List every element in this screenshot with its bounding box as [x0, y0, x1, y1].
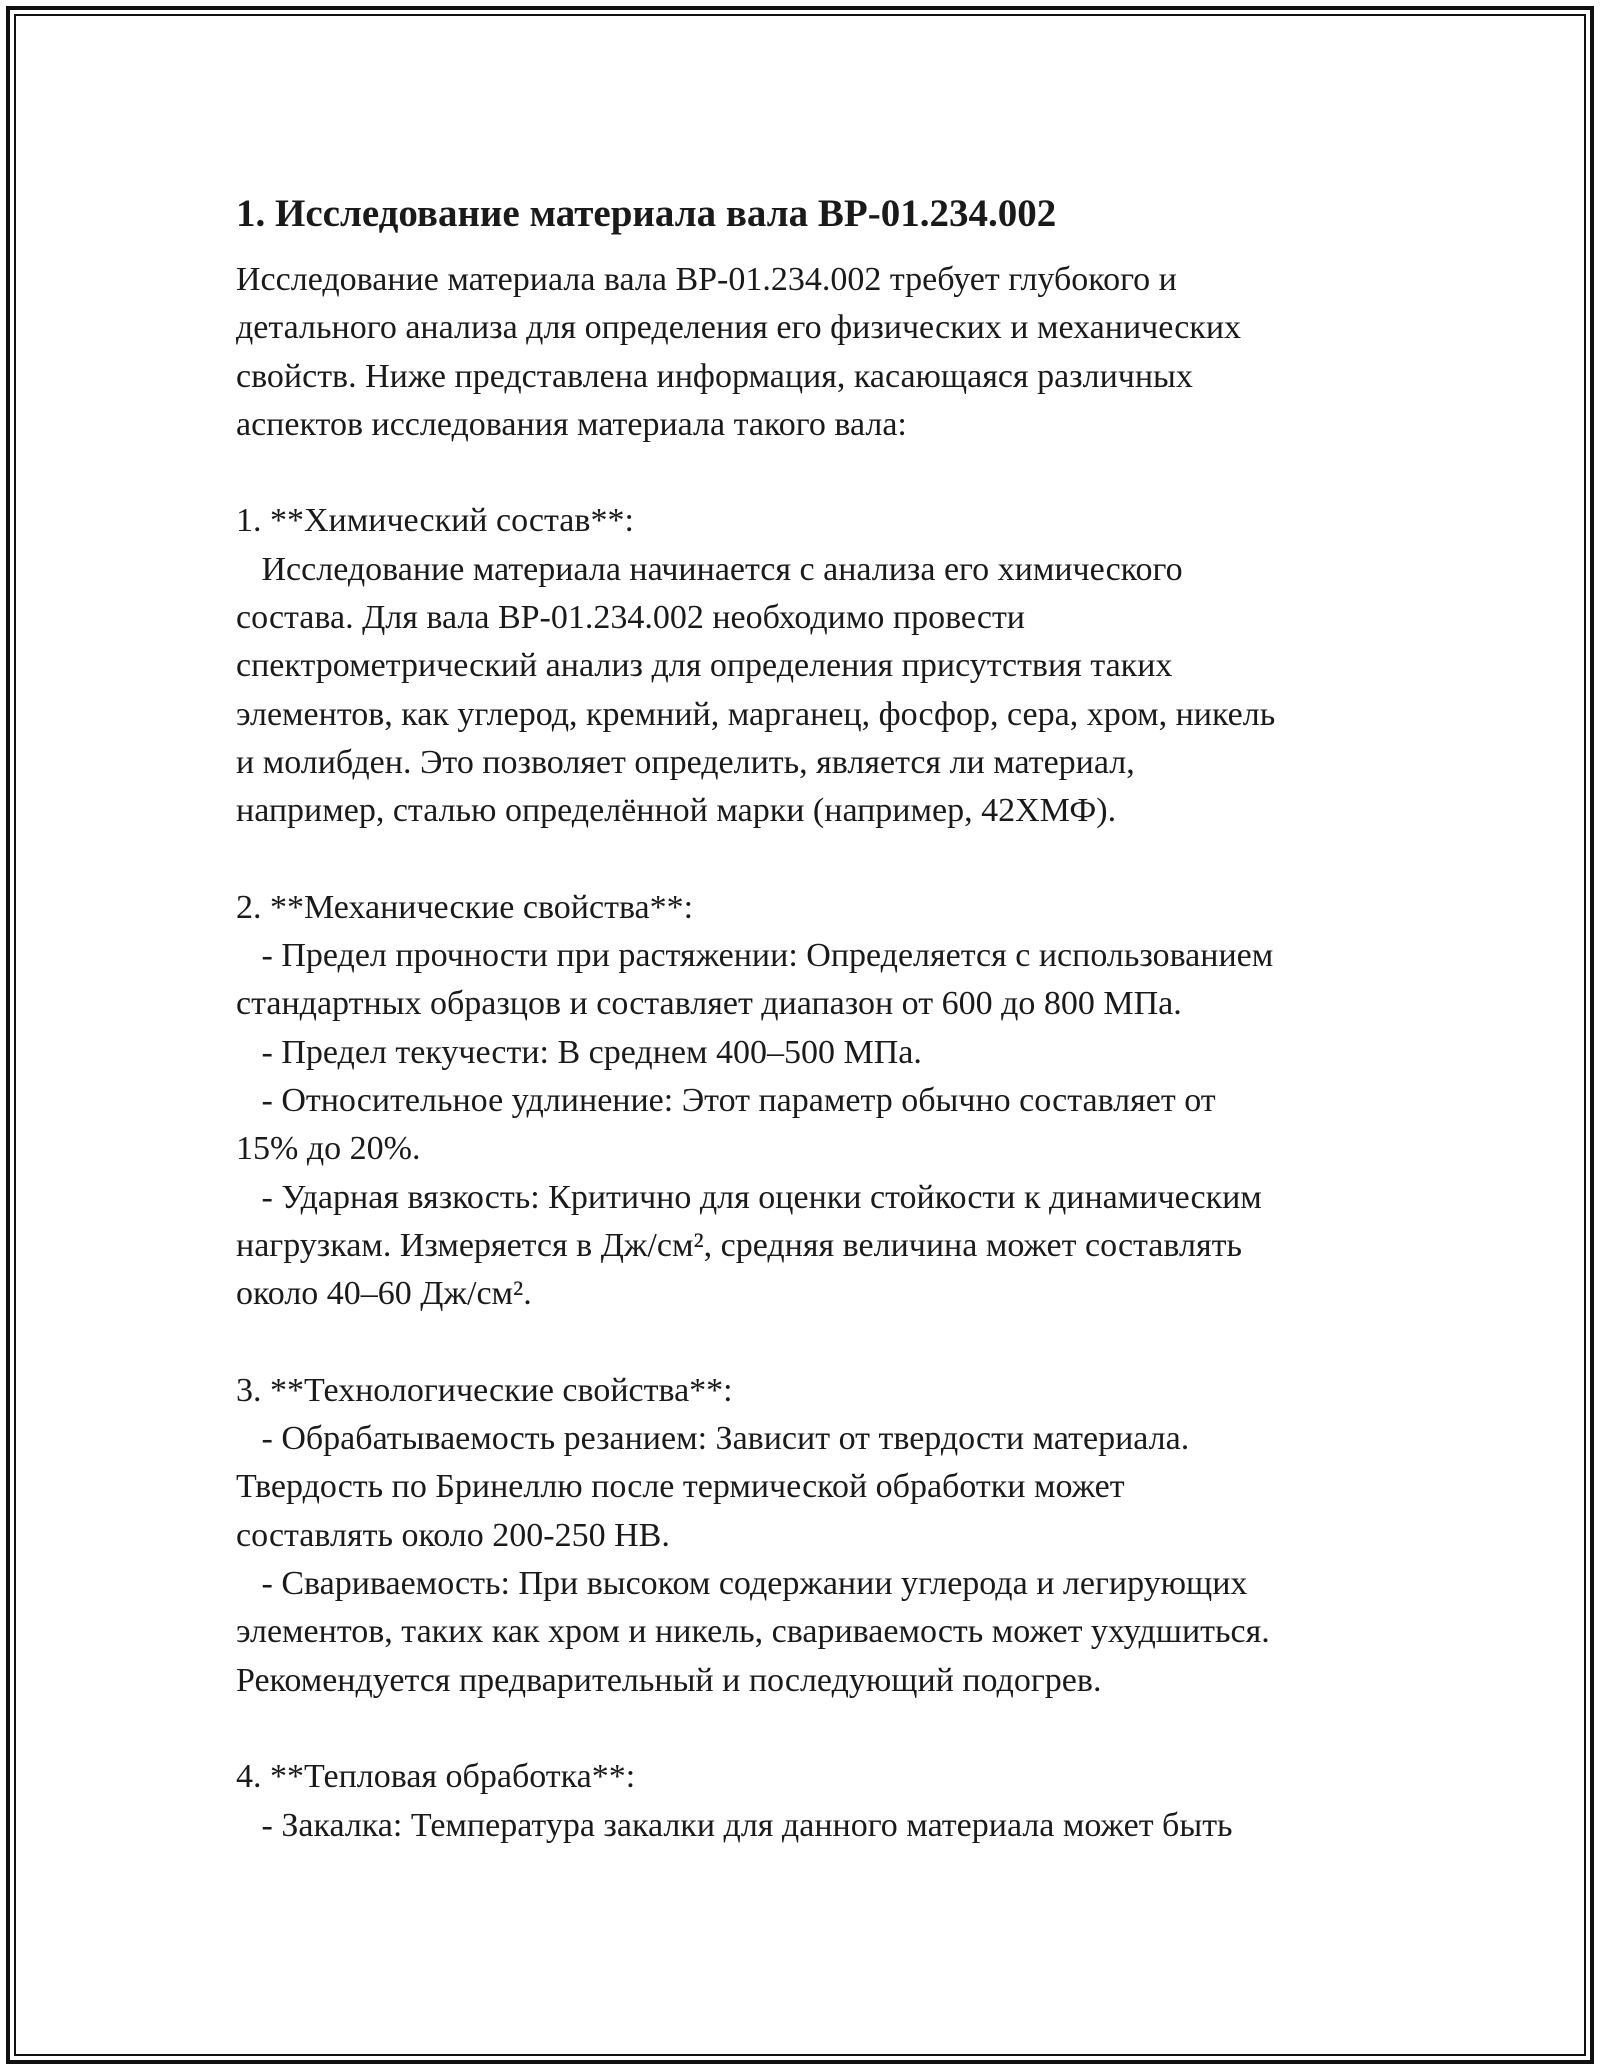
document-content: [236, 188, 1366, 1850]
text-line: 1. **Химический состав**:: [236, 502, 634, 540]
text-line: и молибден. Это позволяет определить, является ли материал,: [236, 743, 1135, 781]
text-line: Твердость по Бринеллю после термической обработки может: [236, 1468, 1125, 1506]
text-line: элементов, таких как хром и никель, свариваемость может ухудшиться.: [236, 1613, 1270, 1651]
text-line: - Свариваемость: При высоком содержании углерода и легирующих: [236, 1565, 1248, 1603]
text-line: Исследование материала начинается с анализа его химического: [236, 550, 1183, 588]
text-line: свойств. Ниже представлена информация, касающаяся различных: [236, 357, 1193, 395]
text-line: - Закалка: Температура закалки для данного материала может быть: [236, 1806, 1233, 1844]
document-title: 1. Исследование материала вала ВР-01.234.002: [236, 192, 1057, 235]
text-line: Рекомендуется предварительный и последующий подогрев.: [236, 1661, 1102, 1699]
blank-line: [236, 836, 1366, 884]
text-line: спектрометрический анализ для определения присутствия таких: [236, 647, 1173, 685]
text-line: 4. **Тепловая обработка**:: [236, 1758, 636, 1796]
text-line: элементов, как углерод, кремний, марганец, фосфор, сера, хром, никель: [236, 695, 1276, 733]
text-line: 15% до 20%.: [236, 1130, 421, 1168]
text-line: 3. **Технологические свойства**:: [236, 1371, 733, 1409]
text-line: аспектов исследования материала такого вала:: [236, 405, 907, 443]
text-line: например, сталью определённой марки (например, 42ХМФ).: [236, 792, 1117, 830]
text-line: - Ударная вязкость: Критично для оценки стойкости к динамическим: [236, 1178, 1262, 1216]
blank-line: [236, 449, 1366, 497]
text-line: - Предел прочности при растяжении: Определяется с использованием: [236, 937, 1274, 975]
text-line: составлять около 200-250 HB.: [236, 1516, 670, 1554]
text-line: - Предел текучести: В среднем 400–500 МПа.: [236, 1033, 922, 1071]
blank-line: [236, 1319, 1366, 1367]
text-line: Исследование материала вала ВР-01.234.002 требует глубокого и: [236, 261, 1177, 298]
text-line: - Относительное удлинение: Этот параметр обычно составляет от: [236, 1082, 1216, 1120]
blank-line: [236, 1705, 1366, 1753]
text-line: около 40–60 Дж/см².: [236, 1275, 532, 1313]
document-body: [236, 256, 1366, 1850]
text-line: - Обрабатываемость резанием: Зависит от твердости материала.: [236, 1420, 1190, 1458]
text-line: нагрузкам. Измеряется в Дж/см², средняя величина может составлять: [236, 1226, 1242, 1264]
text-line: состава. Для вала ВР-01.234.002 необходимо провести: [236, 599, 1026, 637]
text-line: детального анализа для определения его физических и механических: [236, 309, 1242, 347]
text-line: 2. **Механические свойства**:: [236, 888, 694, 926]
text-line: стандартных образцов и составляет диапазон от 600 до 800 МПа.: [236, 985, 1182, 1023]
